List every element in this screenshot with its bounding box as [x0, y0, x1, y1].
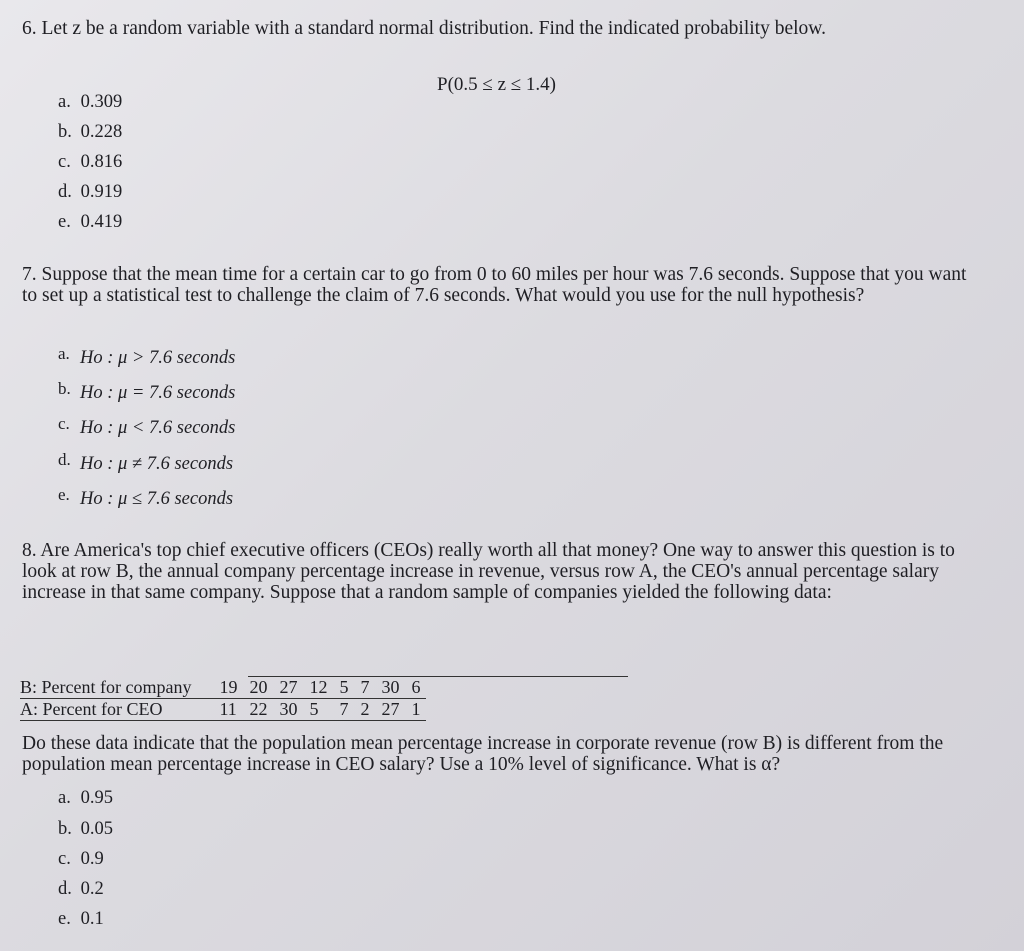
- option-value: 0.1: [80, 909, 104, 929]
- option-key: c.: [58, 849, 71, 869]
- q7-option-e[interactable]: [58, 485, 233, 510]
- option-key: e.: [58, 909, 71, 929]
- table-cell: 1: [405, 699, 426, 721]
- q8-option-e[interactable]: [58, 909, 104, 930]
- table-cell: 30: [375, 677, 405, 699]
- table-cell: 27: [273, 677, 303, 699]
- option-value: 0.919: [80, 182, 123, 202]
- q8-option-c[interactable]: [58, 849, 104, 870]
- q7-option-a[interactable]: [58, 344, 235, 369]
- table-row-a: [20, 699, 426, 721]
- option-value: Ho : μ ≤ 7.6 seconds: [80, 489, 234, 509]
- table-cell: 27: [375, 699, 405, 721]
- probability-formula: P(0.5 ≤ z ≤ 1.4): [437, 74, 557, 95]
- option-key: c.: [58, 414, 70, 433]
- option-value: 0.228: [80, 122, 123, 142]
- table-cell: 11: [213, 699, 243, 721]
- table-cell: 7: [354, 677, 375, 699]
- table-cell: 5: [303, 699, 333, 721]
- option-value: 0.2: [80, 879, 104, 899]
- option-key: e.: [58, 212, 71, 232]
- row-label: B: Percent for company: [20, 677, 213, 699]
- q8-option-b[interactable]: [58, 819, 113, 840]
- option-key: b.: [58, 122, 72, 142]
- option-key: a.: [58, 92, 71, 112]
- q6-option-a[interactable]: [58, 92, 122, 113]
- option-key: b.: [58, 379, 71, 398]
- q8-option-d[interactable]: [58, 879, 104, 900]
- option-value: Ho : μ > 7.6 seconds: [80, 348, 236, 368]
- table-cell: 20: [243, 677, 273, 699]
- q8-option-a[interactable]: [58, 788, 113, 809]
- option-key: e.: [58, 485, 70, 504]
- data-table: [20, 677, 426, 721]
- q6-option-e[interactable]: [58, 212, 122, 233]
- q7-option-d[interactable]: [58, 450, 233, 475]
- option-key: a.: [58, 344, 70, 363]
- table-row-b: [20, 677, 426, 699]
- option-value: Ho : μ ≠ 7.6 seconds: [80, 454, 234, 474]
- question-7-text: 7. Suppose that the mean time for a certain car to go from 0 to 60 miles per hour was 7.6 seconds. Suppose that you want to set up a statistical test to challenge the claim of 7.6 seconds. What would you use for the null hypothesis?: [22, 264, 967, 306]
- row-label: A: Percent for CEO: [20, 699, 213, 721]
- question-8-followup: Do these data indicate that the population mean percentage increase in corporate revenue (row B) is different from the population mean percentage increase in CEO salary? Use a 10% level of significance. What is α?: [22, 733, 944, 775]
- option-key: a.: [58, 788, 71, 808]
- option-value: 0.95: [80, 788, 113, 808]
- question-6-text: 6. Let z be a random variable with a standard normal distribution. Find the indicated probability below.: [22, 18, 826, 39]
- table-cell: 30: [273, 699, 303, 721]
- option-value: 0.9: [80, 849, 104, 869]
- q6-option-c[interactable]: [58, 152, 122, 173]
- option-value: 0.419: [80, 212, 123, 232]
- q6-option-b[interactable]: [58, 122, 122, 143]
- option-key: c.: [58, 152, 71, 172]
- option-key: b.: [58, 819, 72, 839]
- table-cell: 2: [354, 699, 375, 721]
- option-value: Ho : μ = 7.6 seconds: [80, 383, 236, 403]
- q7-option-b[interactable]: [58, 379, 235, 404]
- table-cell: 5: [333, 677, 354, 699]
- q6-option-d[interactable]: [58, 182, 122, 203]
- option-value: Ho : μ < 7.6 seconds: [80, 418, 236, 438]
- question-8-text: 8. Are America's top chief executive officers (CEOs) really worth all that money? One way to answer this question is to look at row B, the annual company percentage increase in revenue, versus row A, the CEO's annual percentage salary increase in that same company. Suppose that a random sample of companies yielded the following data:: [22, 540, 955, 603]
- option-key: d.: [58, 450, 71, 469]
- table-cell: 19: [213, 677, 243, 699]
- table-cell: 7: [333, 699, 354, 721]
- option-key: d.: [58, 879, 72, 899]
- option-value: 0.816: [80, 152, 123, 172]
- table-cell: 22: [243, 699, 273, 721]
- option-value: 0.309: [80, 92, 123, 112]
- table-cell: 12: [303, 677, 333, 699]
- option-value: 0.05: [80, 819, 113, 839]
- q7-option-c[interactable]: [58, 414, 235, 439]
- table-cell: 6: [405, 677, 426, 699]
- option-key: d.: [58, 182, 72, 202]
